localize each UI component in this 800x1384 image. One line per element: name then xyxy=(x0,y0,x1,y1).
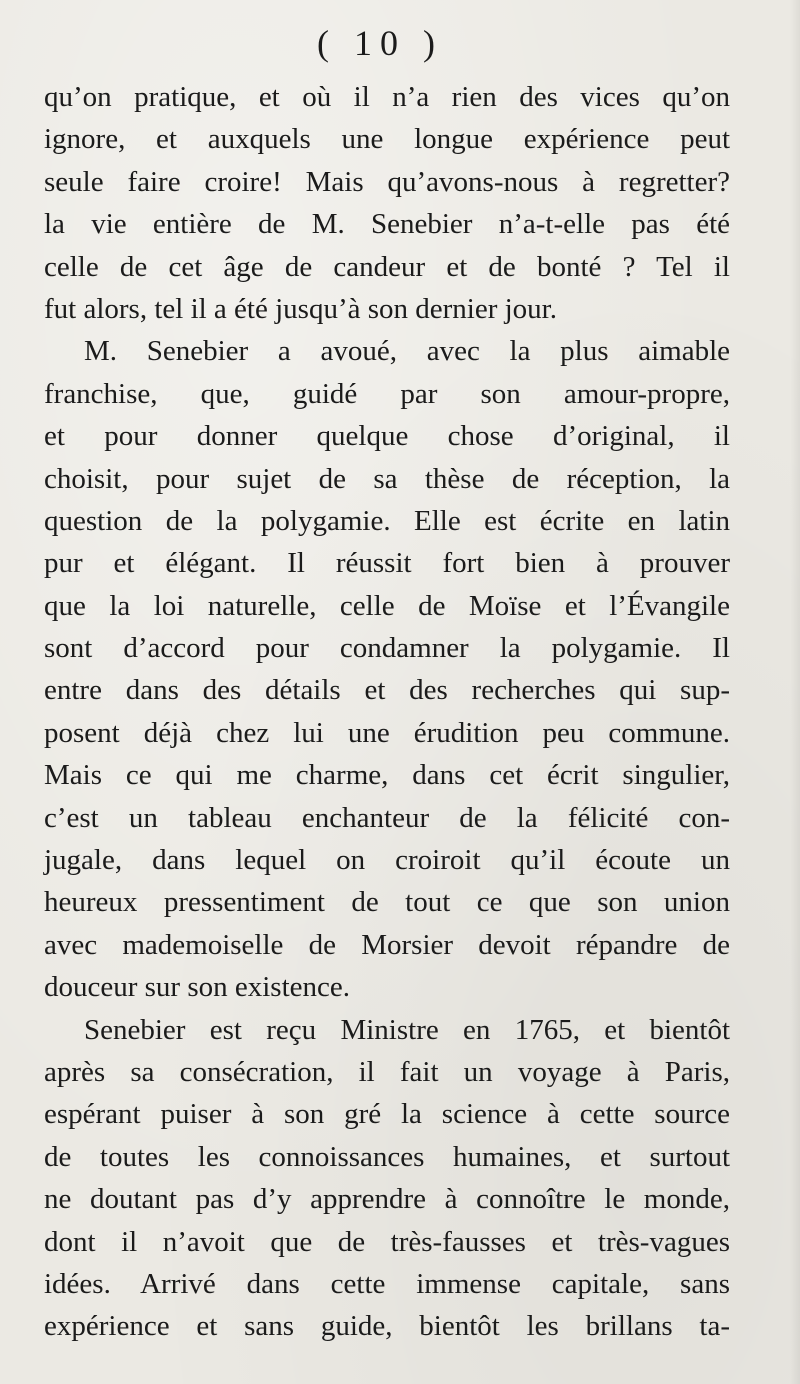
text-line: la vie entière de M. Senebier n’a-t-elle pas été xyxy=(44,208,730,241)
text-line: M. Senebier a avoué, avec la plus aimable xyxy=(84,335,730,368)
text-line: question de la polygamie. Elle est écrite en latin xyxy=(44,504,730,537)
text-line: et pour donner quelque chose d’original, il xyxy=(44,420,730,453)
text-line: ne doutant pas d’y apprendre à connoître le monde, xyxy=(44,1183,730,1216)
text-line: avec mademoiselle de Morsier devoit répandre de xyxy=(44,928,730,961)
text-line: sont d’accord pour condamner la polygamie. Il xyxy=(44,632,730,665)
text-line: pur et élégant. Il réussit fort bien à prouver xyxy=(44,547,730,580)
text-line: espérant puiser à son gré la science à cette source xyxy=(44,1098,730,1131)
text-line: qu’on pratique, et où il n’a rien des vices qu’on xyxy=(44,81,730,113)
body-text xyxy=(44,76,730,1348)
text-line: c’est un tableau enchanteur de la félicité con- xyxy=(44,801,730,834)
page-number: ( 10 ) xyxy=(317,23,443,63)
text-line: expérience et sans guide, bientôt les brillans ta- xyxy=(44,1310,730,1343)
text-line: de toutes les connoissances humaines, et surtout xyxy=(44,1140,730,1173)
text-line: ignore, et auxquels une longue expérience peut xyxy=(44,123,730,156)
text-line: jugale, dans lequel on croiroit qu’il écoute un xyxy=(44,844,730,877)
text-line: dont il n’avoit que de très-fausses et très-vagues xyxy=(44,1225,730,1258)
text-line: franchise, que, guidé par son amour-propre, xyxy=(44,377,730,410)
text-line: après sa consécration, il fait un voyage à Paris, xyxy=(44,1055,730,1088)
text-line: Mais ce qui me charme, dans cet écrit singulier, xyxy=(44,759,730,792)
page-edge-shadow xyxy=(790,0,800,1384)
text-line: que la loi naturelle, celle de Moïse et l’Évangile xyxy=(44,589,730,622)
text-line: entre dans des détails et des recherches qui sup- xyxy=(44,674,730,707)
text-line: fut alors, tel il a été jusqu’à son dernier jour. xyxy=(44,292,557,325)
text-line: douceur sur son existence. xyxy=(44,971,351,1004)
text-line: posent déjà chez lui une érudition peu commune. xyxy=(44,716,730,749)
text-line: Senebier est reçu Ministre en 1765, et bientôt xyxy=(84,1013,730,1046)
text-line: choisit, pour sujet de sa thèse de réception, la xyxy=(44,462,730,495)
text-line: celle de cet âge de candeur et de bonté ? Tel il xyxy=(44,250,730,283)
text-line: seule faire croire! Mais qu’avons-nous à regretter? xyxy=(44,165,730,198)
text-line: idées. Arrivé dans cette immense capitale, sans xyxy=(44,1267,730,1300)
text-line: heureux pressentiment de tout ce que son union xyxy=(44,886,730,919)
